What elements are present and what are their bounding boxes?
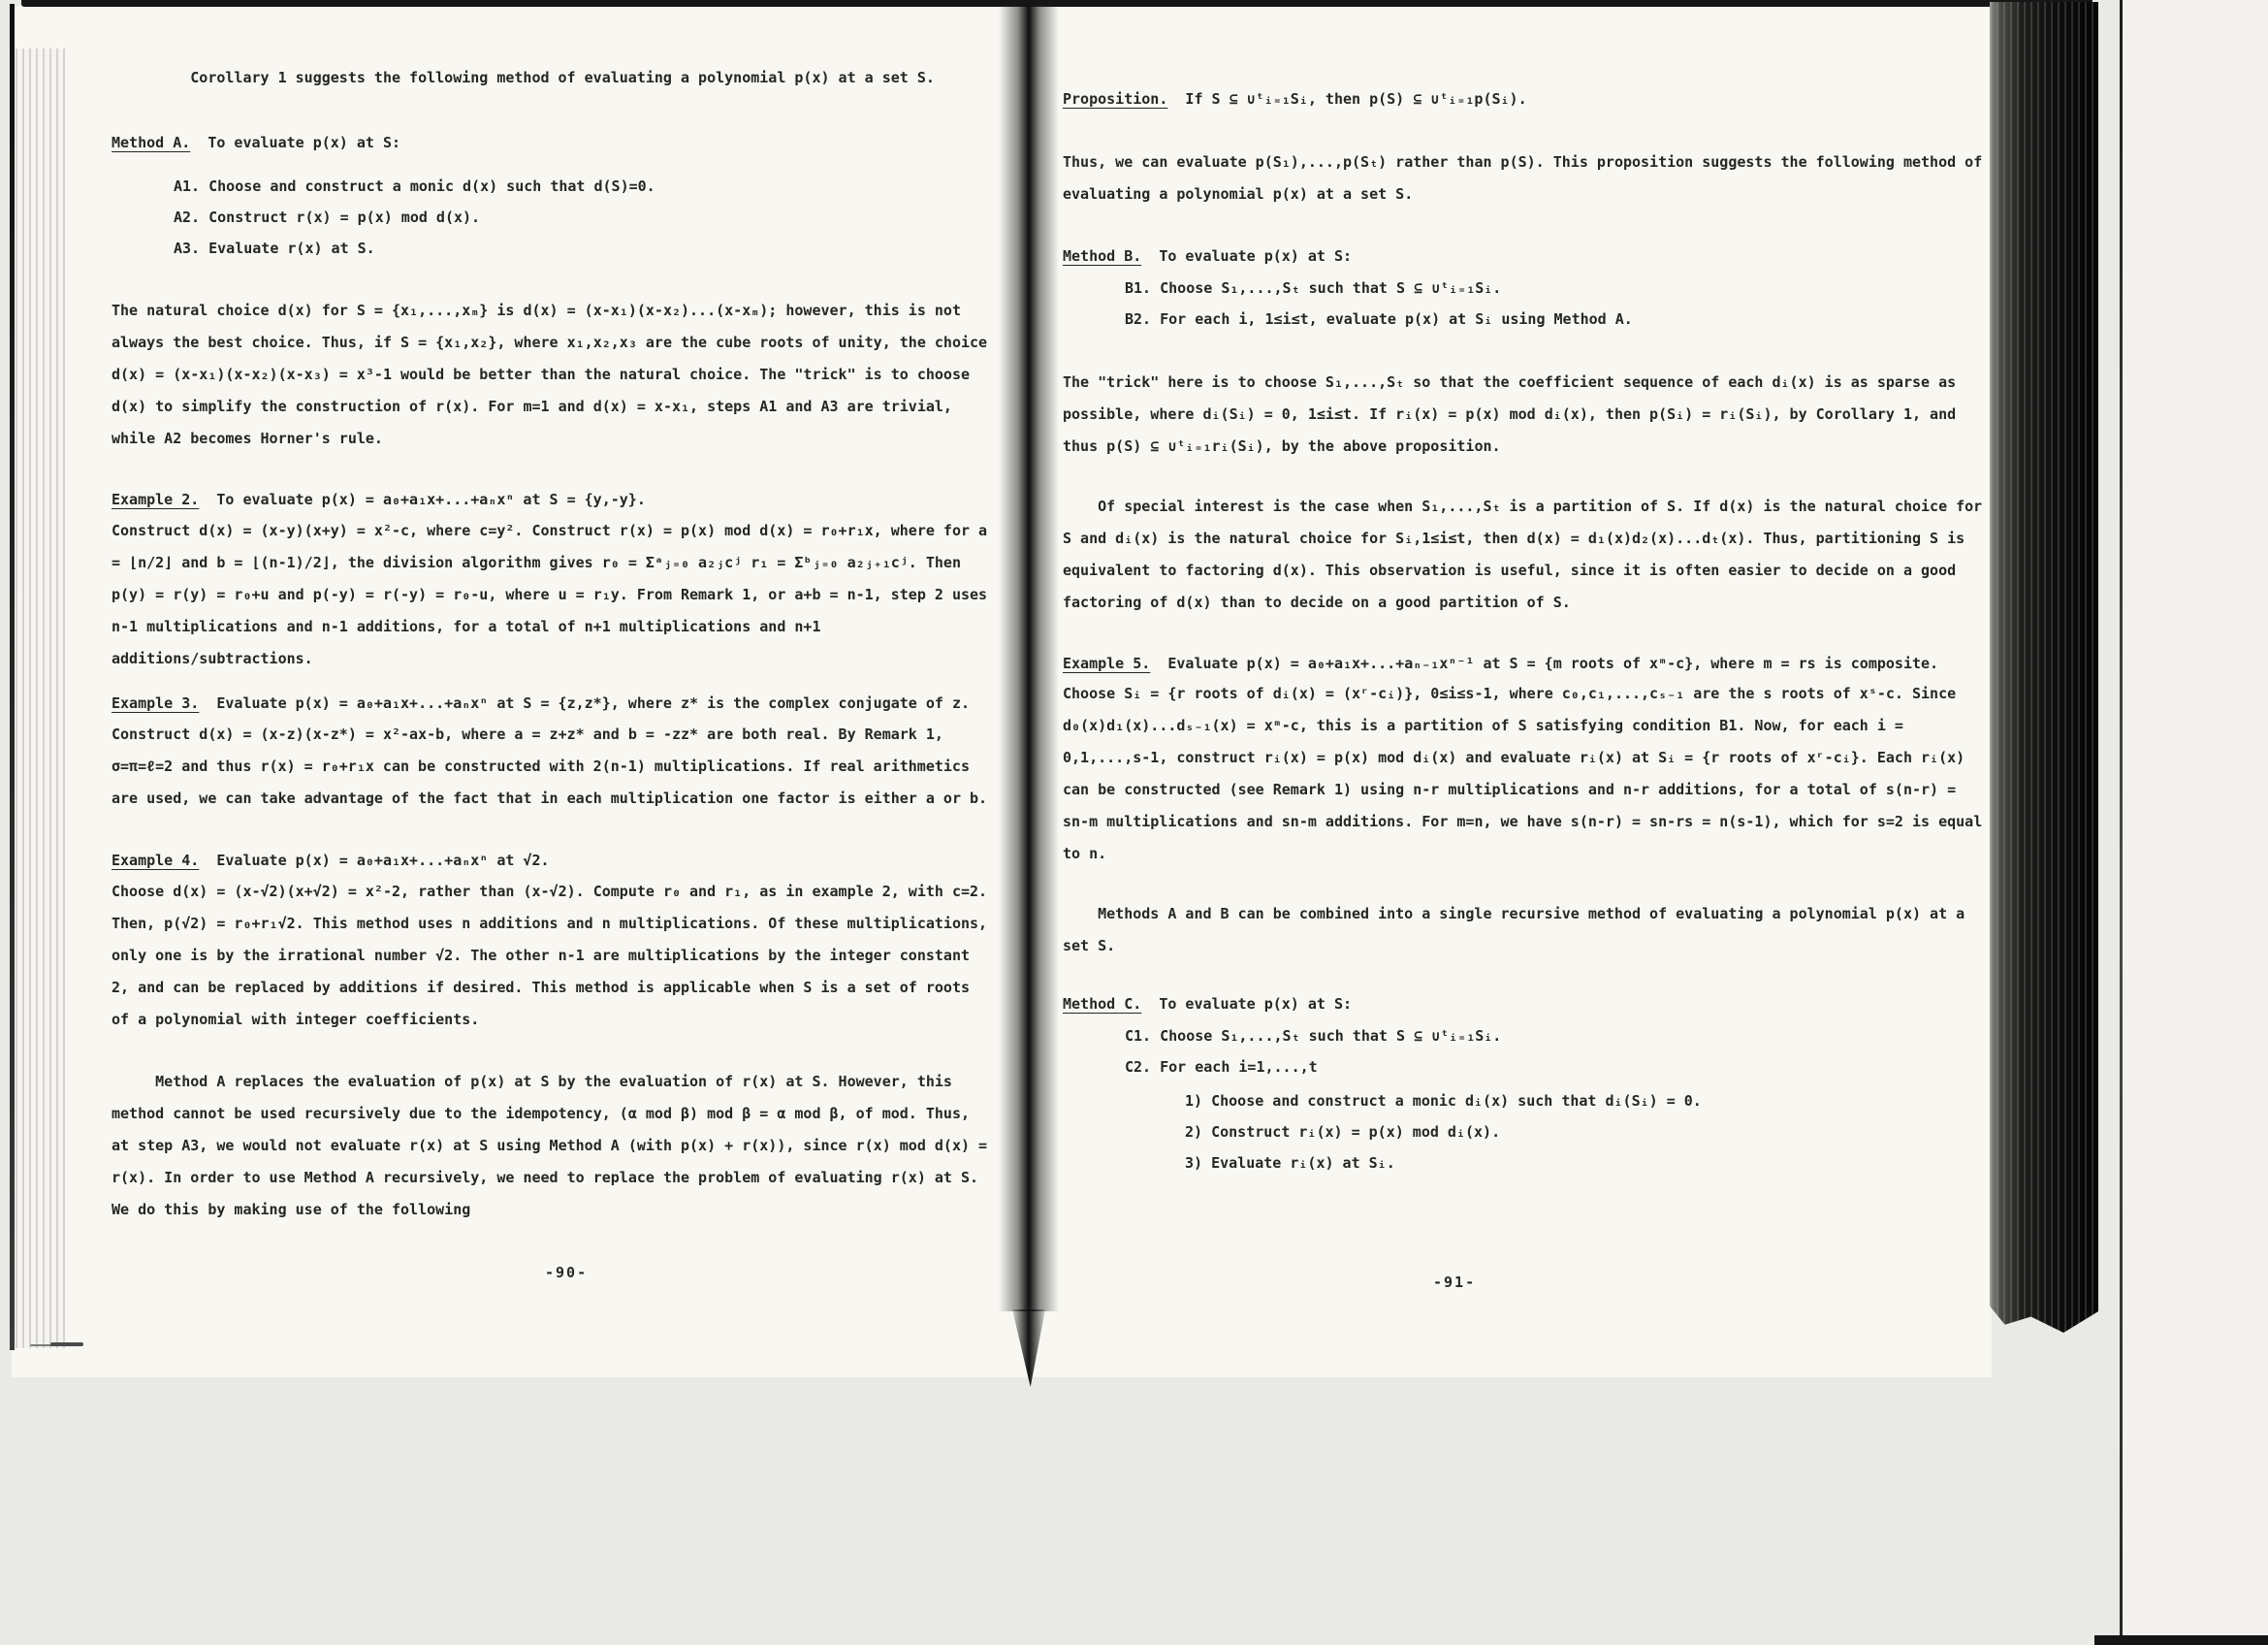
book-fore-edge-band xyxy=(1990,2,2098,1333)
scanner-edge-line xyxy=(2120,0,2123,1645)
example4-body: Choose d(x) = (x-√2)(x+√2) = x²-2, rather than (x-√2). Compute r₀ and r₁, as in example 2, with c=2. Then, p(√2) = r₀+r₁√2. This method uses n additions and n multiplications. Of these multiplications, only one is by the irrational number √2. The other n-1 are multiplications by the integer constant 2, and can be replaced by additions if desired. This method is applicable when S is a set of roots of a polynomial with integer coefficients. xyxy=(112,883,988,1028)
method-c-label: Method C. xyxy=(1063,995,1142,1013)
example3-label: Example 3. xyxy=(112,694,200,712)
proposition-label: Proposition. xyxy=(1063,90,1168,108)
scanner-backdrop xyxy=(2123,0,2268,1645)
method-a-step-1: A1. Choose and construct a monic d(x) such that d(S)=0. xyxy=(174,177,655,195)
method-a-step-3: A3. Evaluate r(x) at S. xyxy=(174,240,375,257)
proposition-heading xyxy=(1063,83,1986,115)
method-a-heading xyxy=(112,127,990,159)
method-c-step-2: C2. For each i=1,...,t xyxy=(1125,1058,1318,1076)
method-a-recursion-paragraph: Method A replaces the evaluation of p(x) at S by the evaluation of r(x) at S. However, this method cannot be used recursively due to the idempotency, (α mod β) mod β = α mod β, of mod. Thus, at step A3, we would not evaluate r(x) at S using Method A (with p(x) + r(x)), since r(x) mod d(x) = r(x). In order to use Method A recursively, we need to replace the problem of evaluating r(x) at S. We do this by making use of the following xyxy=(112,1073,988,1218)
page-number-91: -91- xyxy=(1433,1274,1477,1291)
method-a-label: Method A. xyxy=(112,134,191,151)
method-c-substep-3: 3) Evaluate rᵢ(x) at Sᵢ. xyxy=(1185,1154,1395,1172)
thus-paragraph: Thus, we can evaluate p(S₁),...,p(Sₜ) rather than p(S). This proposition suggests the following method of evaluating a polynomial p(x) at a set S. xyxy=(1063,153,1983,203)
method-b-label: Method B. xyxy=(1063,247,1142,265)
method-c-heading xyxy=(1063,988,1986,1020)
example5-title: Evaluate p(x) = a₀+a₁x+...+aₙ₋₁xⁿ⁻¹ at S = {m roots of xᵐ-c}, where m = rs is composite. xyxy=(1167,655,1939,672)
example2-label: Example 2. xyxy=(112,491,200,508)
method-b-steps xyxy=(1125,273,1986,335)
example5-body: Choose Sᵢ = {r roots of dᵢ(x) = (xʳ-cᵢ)}, 0≤i≤s-1, where c₀,c₁,...,cₛ₋₁ are the s roots of xˢ-c. Since d₀(x)d₁(x)...dₛ₋₁(x) = xᵐ-c, this is a partition of S satisfying condition B1. Now, for each i = 0,1,...,s-1, construct rᵢ(x) = p(x) mod dᵢ(x) and evaluate rᵢ(x) at Sᵢ = {r roots of xʳ-cᵢ}. Each rᵢ(x) can be constructed (see Remark 1) using n-r multiplications and n-r additions, for a total of s(n-r) = sn-m multiplications and sn-m additions. For m=n, we have s(n-r) = sn-rs = n(s-1), which for s=2 is equal to n. xyxy=(1063,685,1983,862)
scanner-bottom-bar xyxy=(2094,1635,2268,1645)
example2-body: Construct d(x) = (x-y)(x+y) = x²-c, where c=y². Construct r(x) = p(x) mod d(x) = r₀+r₁x, where for a = ⌊n/2⌋ and b = ⌊(n-1)/2⌋, the division algorithm gives r₀ = Σᵃⱼ₌₀ a₂ⱼcʲ r₁ = Σᵇⱼ₌₀ a₂ⱼ₊₁cʲ. Then p(y) = r(y) = r₀+u and p(-y) = r(-y) = r₀-u, where u = r₁y. From Remark 1, or a+b = n-1, step 2 uses n-1 multiplications and n-1 additions, for a total of n+1 multiplications and n+1 additions/subtractions. xyxy=(112,522,988,667)
method-c-steps xyxy=(1125,1020,1986,1082)
example4-title: Evaluate p(x) = a₀+a₁x+...+aₙxⁿ at √2. xyxy=(216,852,550,869)
method-b-step-2: B2. For each i, 1≤i≤t, evaluate p(x) at Sᵢ using Method A. xyxy=(1125,310,1633,328)
page-number-90: -90- xyxy=(545,1264,589,1281)
method-c-step-1: C1. Choose S₁,...,Sₜ such that S ⊆ ∪ᵗᵢ₌₁Sᵢ. xyxy=(1125,1027,1502,1045)
natural-choice-paragraph: The natural choice d(x) for S = {x₁,...,xₘ} is d(x) = (x-x₁)(x-x₂)...(x-xₘ); however, this is not always the best choice. Thus, if S = {x₁,x₂}, where x₁,x₂,x₃ are the cube roots of unity, the choice d(x) = (x-x₁)(x-x₂)(x-x₃) = x³-1 would be better than the natural choice. The "trick" is to choose d(x) to simplify the construction of r(x). For m=1 and d(x) = x-x₁, steps A1 and A3 are trivial, while A2 becomes Horner's rule. xyxy=(112,302,988,447)
example4-heading xyxy=(112,845,990,877)
example2-heading xyxy=(112,484,990,516)
example5-label: Example 5. xyxy=(1063,655,1151,672)
example3-body: Construct d(x) = (x-z)(x-z*) = x²-ax-b, where a = z+z* and b = -zz* are both real. By Remark 1, σ=π=ℓ=2 and thus r(x) = r₀+r₁x can be constructed with 2(n-1) multiplications. If real arithmetics are used, we can take advantage of the fact that in each multiplication one factor is either a or b. xyxy=(112,726,988,807)
special-interest-paragraph: Of special interest is the case when S₁,...,Sₜ is a partition of S. If d(x) is the natural choice for S and dᵢ(x) is the natural choice for Sᵢ,1≤i≤t, then d(x) = d₁(x)d₂(x)...dₜ(x). Thus, partitioning S is equivalent to factoring d(x). This observation is useful, since it is often easier to decide on a good factoring of d(x) than to decide on a good partition of S. xyxy=(1063,498,1983,611)
method-c-substep-1: 1) Choose and construct a monic dᵢ(x) such that dᵢ(Sᵢ) = 0. xyxy=(1185,1092,1702,1110)
method-b-step-1: B1. Choose S₁,...,Sₜ such that S ⊆ ∪ᵗᵢ₌₁Sᵢ. xyxy=(1125,279,1502,297)
intro-paragraph: Corollary 1 suggests the following method of evaluating a polynomial p(x) at a set S. xyxy=(190,69,935,86)
method-c-title: To evaluate p(x) at S: xyxy=(1159,995,1353,1013)
example3-heading xyxy=(112,688,990,720)
left-page xyxy=(14,0,1012,1406)
trick-paragraph: The "trick" here is to choose S₁,...,Sₜ so that the coefficient sequence of each dᵢ(x) is as sparse as possible, where dᵢ(Sᵢ) = 0, 1≤i≤t. If rᵢ(x) = p(x) mod dᵢ(x), then p(Sᵢ) = rᵢ(Sᵢ), by Corollary 1, and thus p(S) ⊆ ∪ᵗᵢ₌₁rᵢ(Sᵢ), by the above proposition. xyxy=(1063,373,1957,455)
combined-methods-paragraph: Methods A and B can be combined into a single recursive method of evaluating a polynomial p(x) at a set S. xyxy=(1063,905,1965,954)
example3-title: Evaluate p(x) = a₀+a₁x+...+aₙxⁿ at S = {z,z*}, where z* is the complex conjugate of z. xyxy=(216,694,971,712)
method-c-substeps xyxy=(1185,1085,1986,1178)
method-b-title: To evaluate p(x) at S: xyxy=(1159,247,1353,265)
example5-heading xyxy=(1063,648,1986,680)
method-b-heading xyxy=(1063,241,1986,273)
example2-title: To evaluate p(x) = a₀+a₁x+...+aₙxⁿ at S = {y,-y}. xyxy=(216,491,646,508)
method-a-title: To evaluate p(x) at S: xyxy=(208,134,401,151)
right-page xyxy=(1055,0,1992,1406)
example4-label: Example 4. xyxy=(112,852,200,869)
method-c-substep-2: 2) Construct rᵢ(x) = p(x) mod dᵢ(x). xyxy=(1185,1123,1501,1141)
proposition-text: If S ⊆ ∪ᵗᵢ₌₁Sᵢ, then p(S) ⊆ ∪ᵗᵢ₌₁p(Sᵢ). xyxy=(1185,90,1527,108)
method-a-step-2: A2. Construct r(x) = p(x) mod d(x). xyxy=(174,209,481,226)
method-a-steps xyxy=(174,171,990,264)
